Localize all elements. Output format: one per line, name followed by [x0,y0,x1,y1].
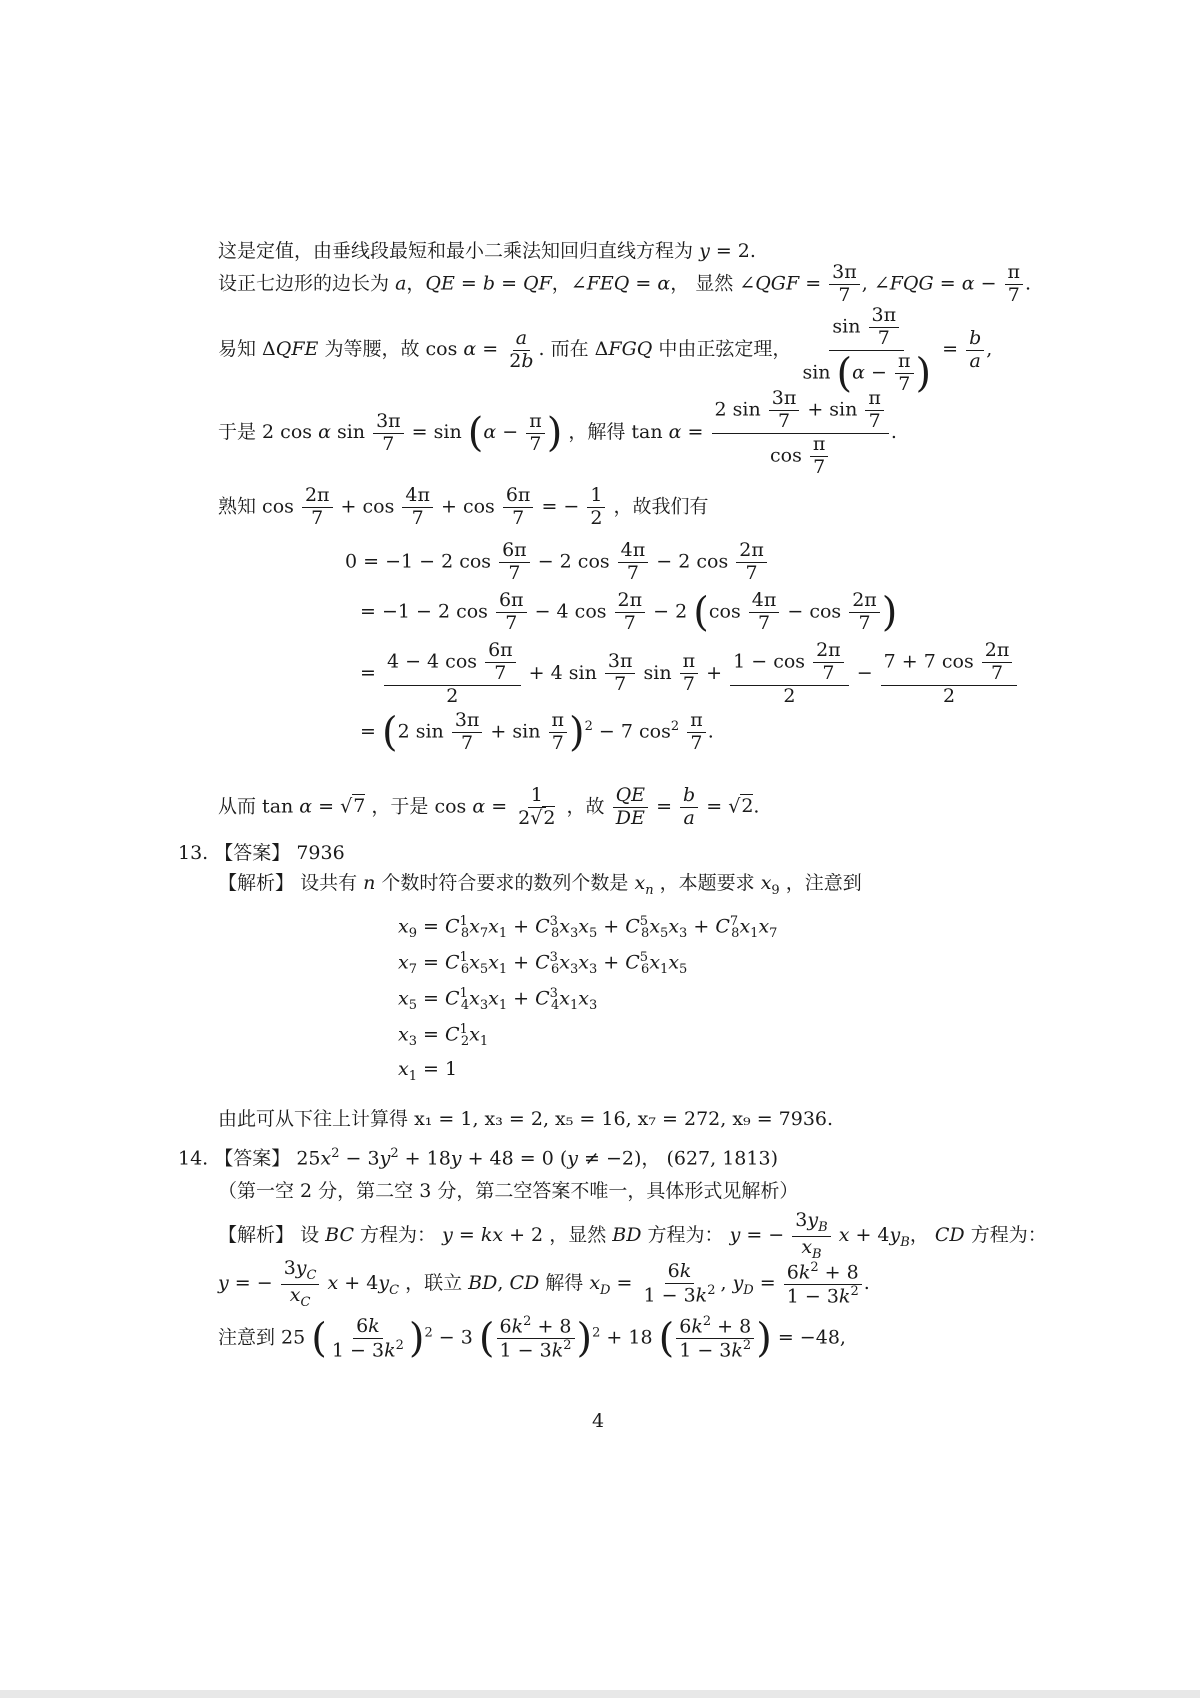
q13-analysis-line: 【解析】 设共有 n 个数时符合要求的数列个数是 $x_n$ ，本题要求 $x_9$ ，注意到 [218,872,862,898]
text-line-3: 易知 ΔQFE 为等腰，故 cos α = $\frac{a}{2b}$ . 而在 ΔFGQ 中由正弦定理， sin $\frac{3\pi}{7}$ sin (α − $\frac{\pi}{7}$ ) = $\frac{b}{a}$ , [218,304,993,397]
bottom-edge [0,1690,1200,1698]
q14-answer-line: 14. 【答案】 $25x^2 - 3y^2 + 18y + 48 = 0$ (y ≠ −2)， (627, 1813) [178,1146,778,1170]
q14-analysis-line-1: 【解析】 设 BC 方程为： y = kx + 2 ，显然 BD 方程为： y = − $\frac{3y_B}{x_B}$ $x + 4y_B$， CD 方程为： [218,1209,1047,1262]
recurrence-x9: $x_9 = C^1_8x_7x_1 + C^3_8x_3x_5 + C^5_8x_5x_3 + C^7_8x_1x_7$ [398,914,778,942]
q14-analysis-line-2: y = − $\frac{3y_C}{x_C}$ $x + 4y_C$ ，联立 BD, CD 解得 $x_D$ = $\frac{6k}{1 - 3k^2}$ , $y_D$ = $\frac{6k^2 + 8}{1 - 3k^2}$ . [218,1257,870,1310]
equation-row-2: = −1 − 2 cos $\frac{6\pi}{7}$ − 4 cos $\frac{2\pi}{7}$ − 2 (cos $\frac{4\pi}{7}$ − cos $\frac{2\pi}{7}$ ) [360,589,898,636]
recurrence-x5: $x_5 = C^1_4x_3x_1 + C^3_4x_1x_3$ [398,986,598,1014]
analysis-tag: 【解析】 [218,872,295,894]
recurrence-x7: $x_7 = C^1_6x_5x_1 + C^3_6x_3x_3 + C^5_6x_1x_5$ [398,950,688,978]
q13-answer: 7936 [296,842,345,864]
answer-tag: 【答案】 [214,1147,291,1170]
q13-conclusion: 由此可从下往上计算得 x₁ = 1, x₃ = 2, x₅ = 16, x₇ = 272, x₉ = 7936. [218,1108,834,1130]
q13-number: 13. [178,842,209,864]
text-line-2: 设正七边形的边长为 a，QE = b = QF，∠FEQ = α， 显然 ∠QGF = $\frac{3\pi}{7}$ , ∠FQG = α − $\frac{\pi}{7}$ . [218,261,1032,306]
q14-answer-2: (627, 1813) [666,1147,778,1170]
analysis-tag: 【解析】 [218,1224,295,1247]
text-line-5: 熟知 cos $\frac{2\pi}{7}$ + cos $\frac{4\pi}{7}$ + cos $\frac{6\pi}{7}$ = − $\frac{1}{2}$ ，故我们有 [218,484,709,529]
q14-analysis-line-3: 注意到 25 ( $\frac{6k}{1 - 3k^2}$ )$^2$ − 3 ( $\frac{6k^2 + 8}{1 - 3k^2}$ )$^2$ + 18 ( $\frac{6k^2 + 8}{1 - 3k^2}$ ) = −48, [218,1314,846,1362]
text-line-6: 从而 tan α = √7 ，于是 cos α = $\frac{1}{2√2}$ ，故 $\frac{QE}{DE}$ = $\frac{b}{a}$ = √2. [218,784,760,829]
q14-number: 14. [178,1147,209,1170]
equation-row-4: = (2 sin $\frac{3\pi}{7}$ + sin $\frac{\pi}{7}$ )$^2$ − 7 $\cos^2$ $\frac{\pi}{7}$ . [360,709,714,756]
page-number: 4 [592,1410,605,1432]
text-line-1: 这是定值，由垂线段最短和最小二乘法知回归直线方程为 y = 2. [218,240,756,262]
recurrence-x3: $x_3 = C^1_2x_1$ [398,1022,489,1050]
q14-note: （第一空 2 分，第二空 3 分，第二空答案不唯一，具体形式见解析） [218,1180,799,1202]
recurrence-x1: $x_1 = 1$ [398,1058,458,1084]
answer-tag: 【答案】 [214,842,291,864]
q13-answer-line [178,842,345,866]
equation-row-3: = 4 − 4 cos $\frac{6\pi}{7}$ 2 + 4 sin $\frac{3\pi}{7}$ sin $\frac{\pi}{7}$ + 1 − cos $\frac{2\pi}{7}$ 2 − 7 + 7 cos $\frac{2\pi}{7}$ 2 [360,640,1019,708]
text-line-4: 于是 2 cos α sin $\frac{3\pi}{7}$ = sin (α − $\frac{\pi}{7}$ ) ，解得 tan α = 2 sin $\frac{3\pi}{7}$ + sin $\frac{\pi}{7}$ cos $\frac{\pi}{7}$ . [218,387,897,478]
equation-row-1: 0 = −1 − 2 cos $\frac{6\pi}{7}$ − 2 cos $\frac{4\pi}{7}$ − 2 cos $\frac{2\pi}{7}$ [345,540,769,585]
